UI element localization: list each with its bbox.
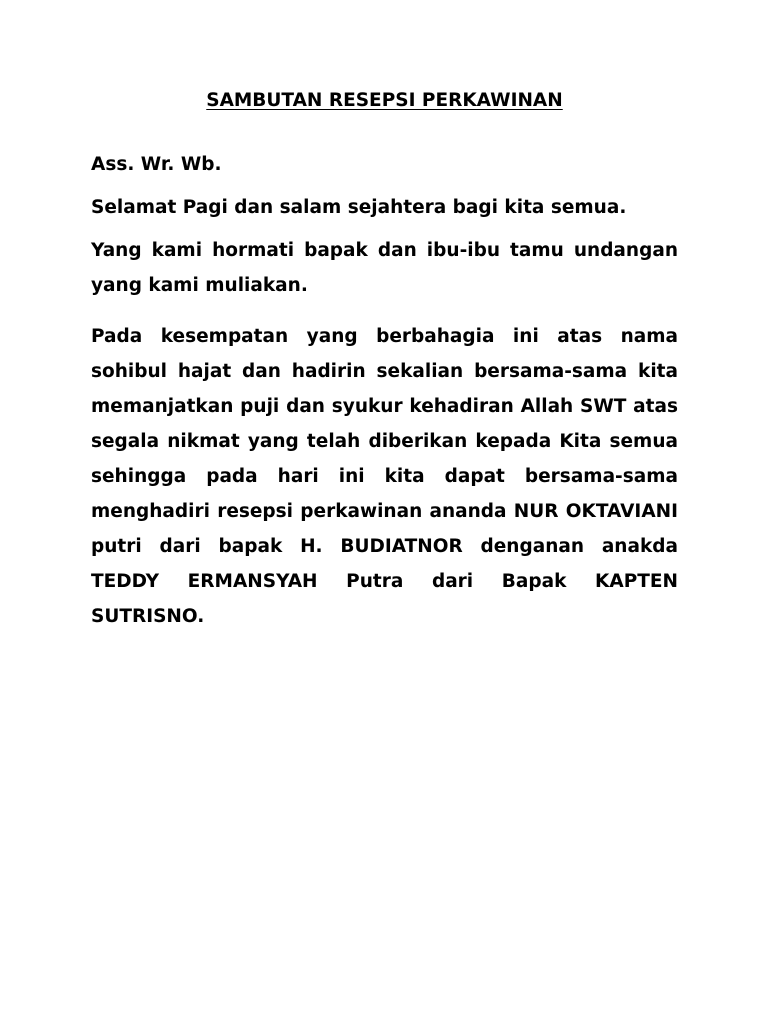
main-paragraph: Pada kesempatan yang berbahagia ini atas nama sohibul hajat dan hadirin sekalian bersama-sama kita memanjatkan puji dan syukur kehadiran Allah SWT atas segala nikmat yang telah diberikan kepada Kita semua sehingga pada hari ini kita dapat bersama-sama menghadiri resepsi perkawinan ananda NUR OKTAVIANI putri dari bapak H. BUDIATNOR denganan anakda TEDDY ERMANSYAH Putra dari Bapak KAPTEN SUTRISNO. (91, 326, 678, 627)
document-title: SAMBUTAN RESEPSI PERKAWINAN (206, 90, 563, 111)
document-body (91, 88, 678, 650)
honored-guests-paragraph: Yang kami hormati bapak dan ibu-ibu tamu undangan yang kami muliakan. (91, 240, 678, 296)
salutation-paragraph: Selamat Pagi dan salam sejahtera bagi kita semua. (91, 197, 627, 218)
greeting-paragraph: Ass. Wr. Wb. (91, 154, 222, 175)
